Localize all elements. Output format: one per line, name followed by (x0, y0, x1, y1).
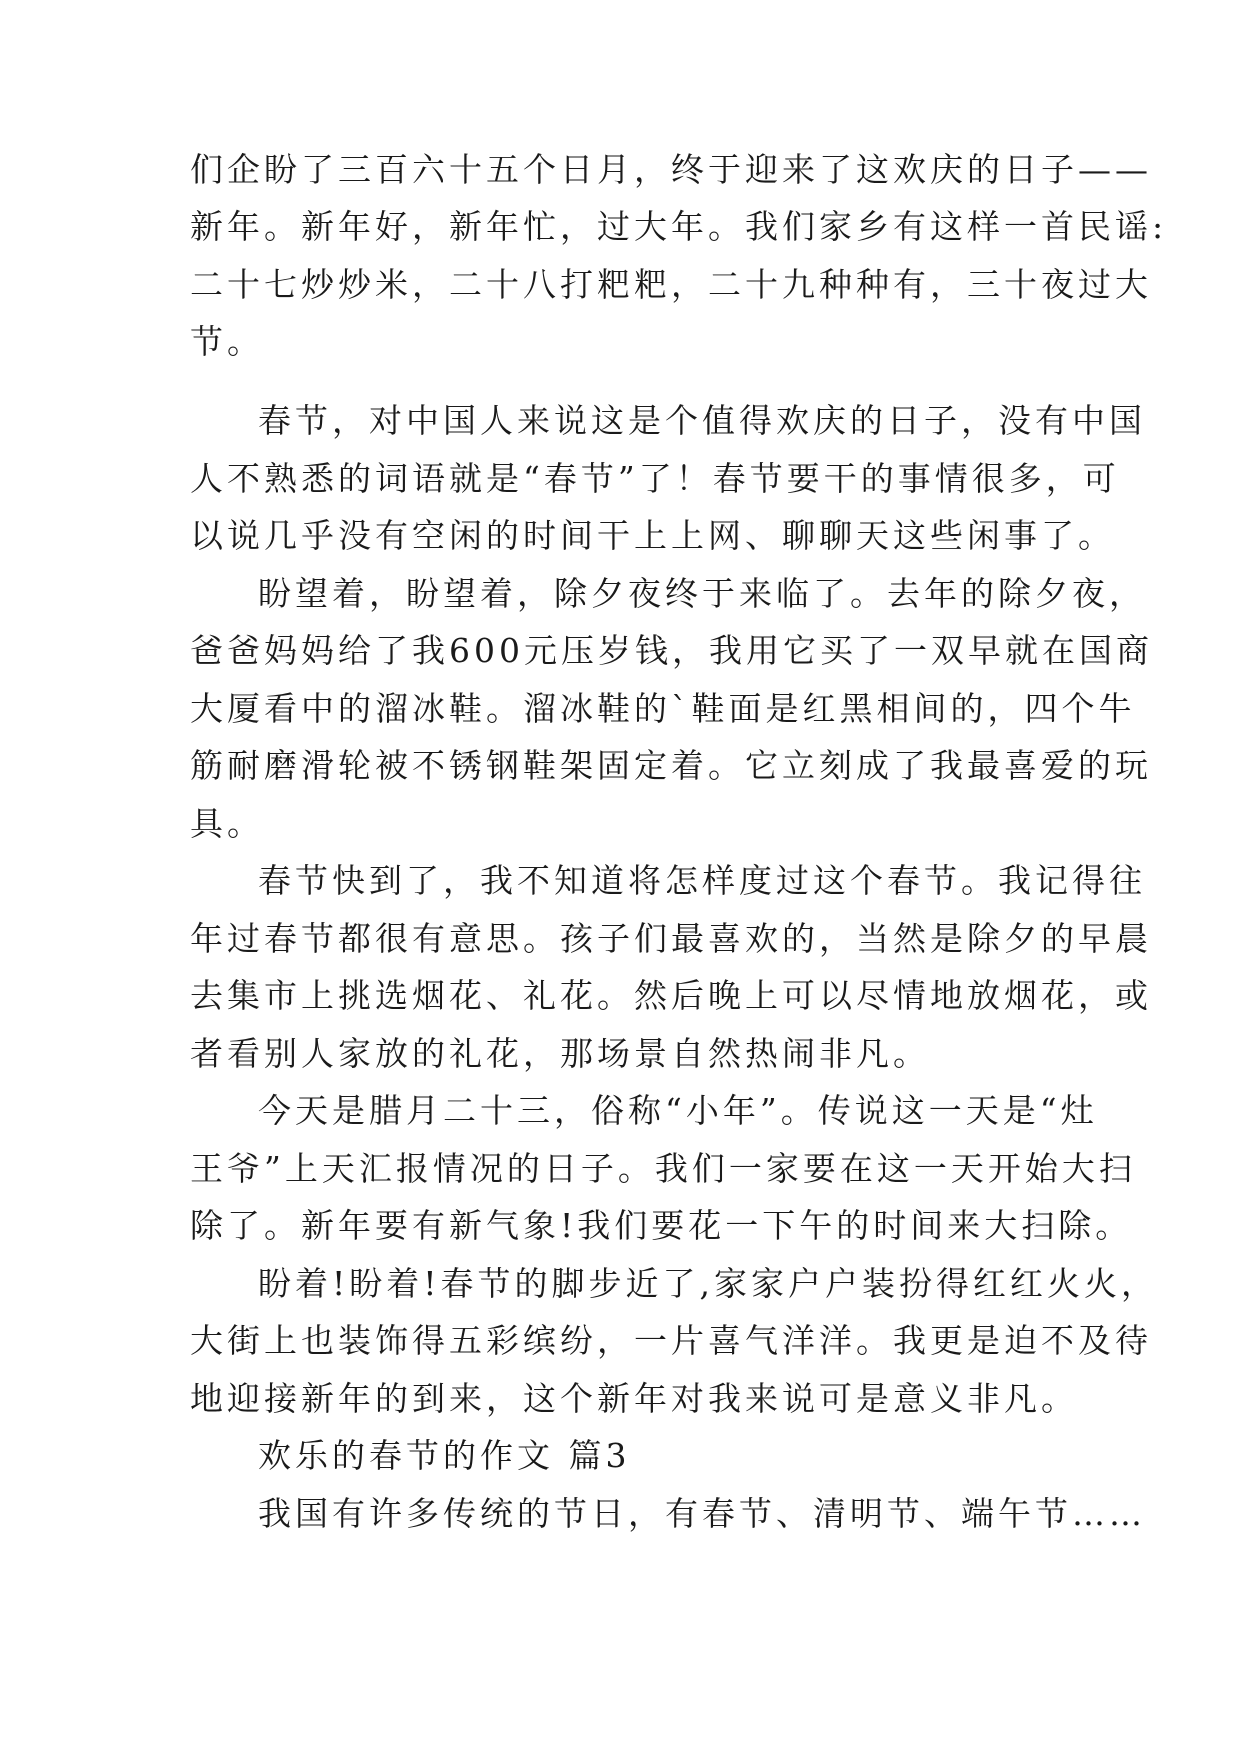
text-line: 地迎接新年的到来，这个新年对我来说可是意义非凡。 (190, 1379, 1078, 1418)
text-line: 以说几乎没有空闲的时间干上上网、聊聊天这些闲事了。 (190, 516, 1115, 555)
text-line: 具。 (190, 804, 264, 843)
text-line: 二十七炒炒米，二十八打粑粑，二十九种种有，三十夜过大 (190, 265, 1152, 304)
text-line: 者看别人家放的礼花，那场景自然热闹非凡。 (190, 1034, 930, 1073)
text-line: 去集市上挑选烟花、礼花。然后晚上可以尽情地放烟花，或 (190, 976, 1152, 1015)
paragraph-first-line: 我国有许多传统的节日，有春节、清明节、端午节…… (258, 1494, 1146, 1533)
paragraph-first-line: 春节，对中国人来说这是个值得欢庆的日子，没有中国 (258, 401, 1146, 440)
section-heading: 欢乐的春节的作文 篇3 (258, 1436, 631, 1475)
paragraph-first-line: 今天是腊月二十三，俗称“小年”。传说这一天是“灶 (258, 1091, 1098, 1130)
text-line: 大厦看中的溜冰鞋。溜冰鞋的`鞋面是红黑相间的，四个牛 (190, 689, 1136, 728)
text-line: 爸爸妈妈给了我600元压岁钱，我用它买了一双早就在国商 (190, 631, 1153, 670)
text-line: 筋耐磨滑轮被不锈钢鞋架固定着。它立刻成了我最喜爱的玩 (190, 746, 1152, 785)
paragraph-first-line: 盼着!盼着!春节的脚步近了,家家户户装扮得红红火火， (258, 1264, 1159, 1303)
text-line: 节。 (190, 322, 264, 361)
text-line: 们企盼了三百六十五个日月，终于迎来了这欢庆的日子—— (190, 150, 1152, 189)
text-line: 新年。新年好，新年忙，过大年。我们家乡有这样一首民谣: (190, 207, 1168, 246)
text-line: 人不熟悉的词语就是“春节”了！春节要干的事情很多，可 (190, 459, 1120, 498)
text-line: 王爷”上天汇报情况的日子。我们一家要在这一天开始大扫 (190, 1149, 1136, 1188)
text-line: 除了。新年要有新气象!我们要花一下午的时间来大扫除。 (190, 1206, 1133, 1245)
paragraph-first-line: 盼望着，盼望着，除夕夜终于来临了。去年的除夕夜， (258, 574, 1146, 613)
paragraph-first-line: 春节快到了，我不知道将怎样度过这个春节。我记得往 (258, 861, 1146, 900)
text-line: 年过春节都很有意思。孩子们最喜欢的，当然是除夕的早晨 (190, 919, 1152, 958)
text-line: 大街上也装饰得五彩缤纷，一片喜气洋洋。我更是迫不及待 (190, 1321, 1152, 1360)
